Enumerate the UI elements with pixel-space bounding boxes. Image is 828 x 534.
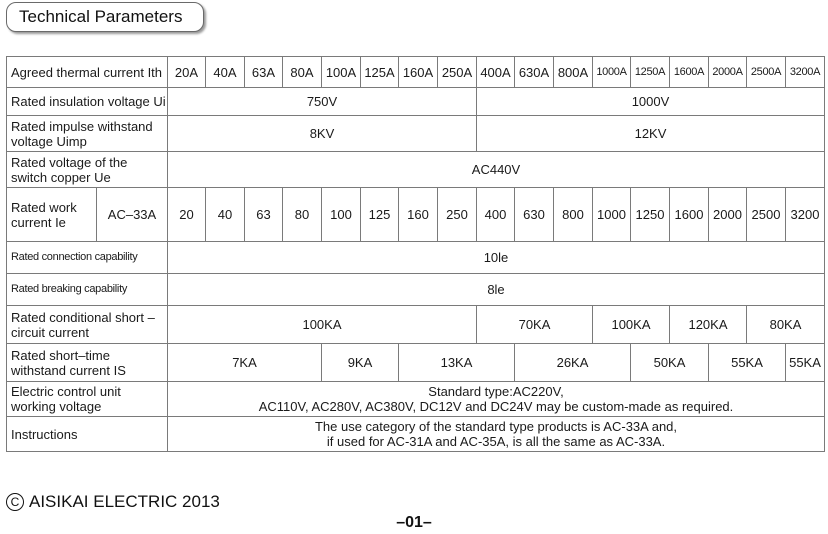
cell-value: 13KA bbox=[399, 344, 515, 382]
cell-value: 1250 bbox=[631, 188, 670, 242]
cell-value bbox=[168, 417, 825, 452]
instructions-line-1: The use category of the standard type products is AC-33A and, bbox=[314, 419, 678, 434]
cell-value: 400 bbox=[477, 188, 515, 242]
row-switch-voltage bbox=[7, 152, 825, 188]
cell-value: 8KV bbox=[168, 116, 477, 152]
cell-value: 40A bbox=[206, 57, 245, 88]
cell-value: 250 bbox=[438, 188, 477, 242]
cell-value: 750V bbox=[168, 88, 477, 116]
cell-value: 40 bbox=[206, 188, 245, 242]
cell-value bbox=[168, 382, 825, 417]
cell-value: 3200A bbox=[786, 57, 825, 88]
cell-value: 9KA bbox=[322, 344, 399, 382]
cell-value: AC440V bbox=[168, 152, 825, 188]
copyright-icon: C bbox=[6, 493, 24, 511]
cell-value: 1600 bbox=[670, 188, 709, 242]
technical-parameters-table bbox=[6, 56, 825, 452]
cell-value: 7KA bbox=[168, 344, 322, 382]
row-breaking-capability bbox=[7, 274, 825, 306]
row-thermal-current bbox=[7, 57, 825, 88]
cell-value: 50KA bbox=[631, 344, 709, 382]
cell-value: 160 bbox=[399, 188, 438, 242]
instructions-line-2: if used for AC-31A and AC-35A, is all the same as AC-33A. bbox=[326, 434, 666, 449]
row-label: Rated connection capability bbox=[7, 242, 168, 274]
row-label: Rated breaking capability bbox=[7, 274, 168, 306]
cell-value: 100KA bbox=[168, 306, 477, 344]
cell-value: 80A bbox=[283, 57, 322, 88]
row-work-current bbox=[7, 188, 825, 242]
cell-value: 1000 bbox=[593, 188, 631, 242]
cell-value: 2000A bbox=[709, 57, 747, 88]
row-label: Instructions bbox=[7, 417, 168, 452]
copyright-footer bbox=[6, 492, 220, 512]
cell-value: 80KA bbox=[747, 306, 825, 344]
row-instructions bbox=[7, 417, 825, 452]
row-label: Rated work current Ie bbox=[7, 188, 97, 242]
row-label: Rated insulation voltage Ui bbox=[7, 88, 168, 116]
row-label: Rated conditional short –circuit current bbox=[7, 306, 168, 344]
cell-value: 1250A bbox=[631, 57, 670, 88]
cell-value: 10le bbox=[168, 242, 825, 274]
cell-value: 100KA bbox=[593, 306, 670, 344]
cell-value: 12KV bbox=[477, 116, 825, 152]
page-title: Technical Parameters bbox=[6, 2, 204, 32]
cell-value: 125A bbox=[361, 57, 399, 88]
cell-value: 400A bbox=[477, 57, 515, 88]
row-impulse-voltage bbox=[7, 116, 825, 152]
cell-value: 800 bbox=[554, 188, 593, 242]
cell-value: 8le bbox=[168, 274, 825, 306]
utilization-category: AC–33A bbox=[97, 188, 168, 242]
cell-value: 55KA bbox=[709, 344, 786, 382]
cell-value: 800A bbox=[554, 57, 593, 88]
cell-value: 250A bbox=[438, 57, 477, 88]
cell-value: 125 bbox=[361, 188, 399, 242]
cell-value: 26KA bbox=[515, 344, 631, 382]
row-label: Rated short–time withstand current IS bbox=[7, 344, 168, 382]
cell-value: 20 bbox=[168, 188, 206, 242]
row-conditional-short-circuit bbox=[7, 306, 825, 344]
row-label: Rated impulse withstand voltage Uimp bbox=[7, 116, 168, 152]
cell-value: 630 bbox=[515, 188, 554, 242]
row-label: Agreed thermal current Ith bbox=[7, 57, 168, 88]
cell-value: 120KA bbox=[670, 306, 747, 344]
cell-value: 160A bbox=[399, 57, 438, 88]
row-label: Electric control unit working voltage bbox=[7, 382, 168, 417]
cell-value: 63 bbox=[245, 188, 283, 242]
cell-value: 100A bbox=[322, 57, 361, 88]
row-short-time-withstand bbox=[7, 344, 825, 382]
cell-value: 630A bbox=[515, 57, 554, 88]
cell-value: 80 bbox=[283, 188, 322, 242]
row-label: Rated voltage of the switch copper Ue bbox=[7, 152, 168, 188]
cell-value: 100 bbox=[322, 188, 361, 242]
row-connection-capability bbox=[7, 242, 825, 274]
cell-value: 3200 bbox=[786, 188, 825, 242]
page-number: –01– bbox=[396, 514, 432, 531]
cell-value: 1000V bbox=[477, 88, 825, 116]
control-line-1: Standard type:AC220V, bbox=[428, 384, 564, 399]
cell-value: 1600A bbox=[670, 57, 709, 88]
cell-value: 63A bbox=[245, 57, 283, 88]
cell-value: 70KA bbox=[477, 306, 593, 344]
cell-value: 55KA bbox=[786, 344, 825, 382]
cell-value: 1000A bbox=[593, 57, 631, 88]
copyright-text: AISIKAI ELECTRIC 2013 bbox=[29, 492, 220, 511]
row-insulation-voltage bbox=[7, 88, 825, 116]
cell-value: 2500A bbox=[747, 57, 786, 88]
cell-value: 2000 bbox=[709, 188, 747, 242]
row-control-voltage bbox=[7, 382, 825, 417]
control-line-2: AC110V, AC280V, AC380V, DC12V and DC24V may be custom-made as required. bbox=[258, 399, 734, 414]
cell-value: 2500 bbox=[747, 188, 786, 242]
cell-value: 20A bbox=[168, 57, 206, 88]
